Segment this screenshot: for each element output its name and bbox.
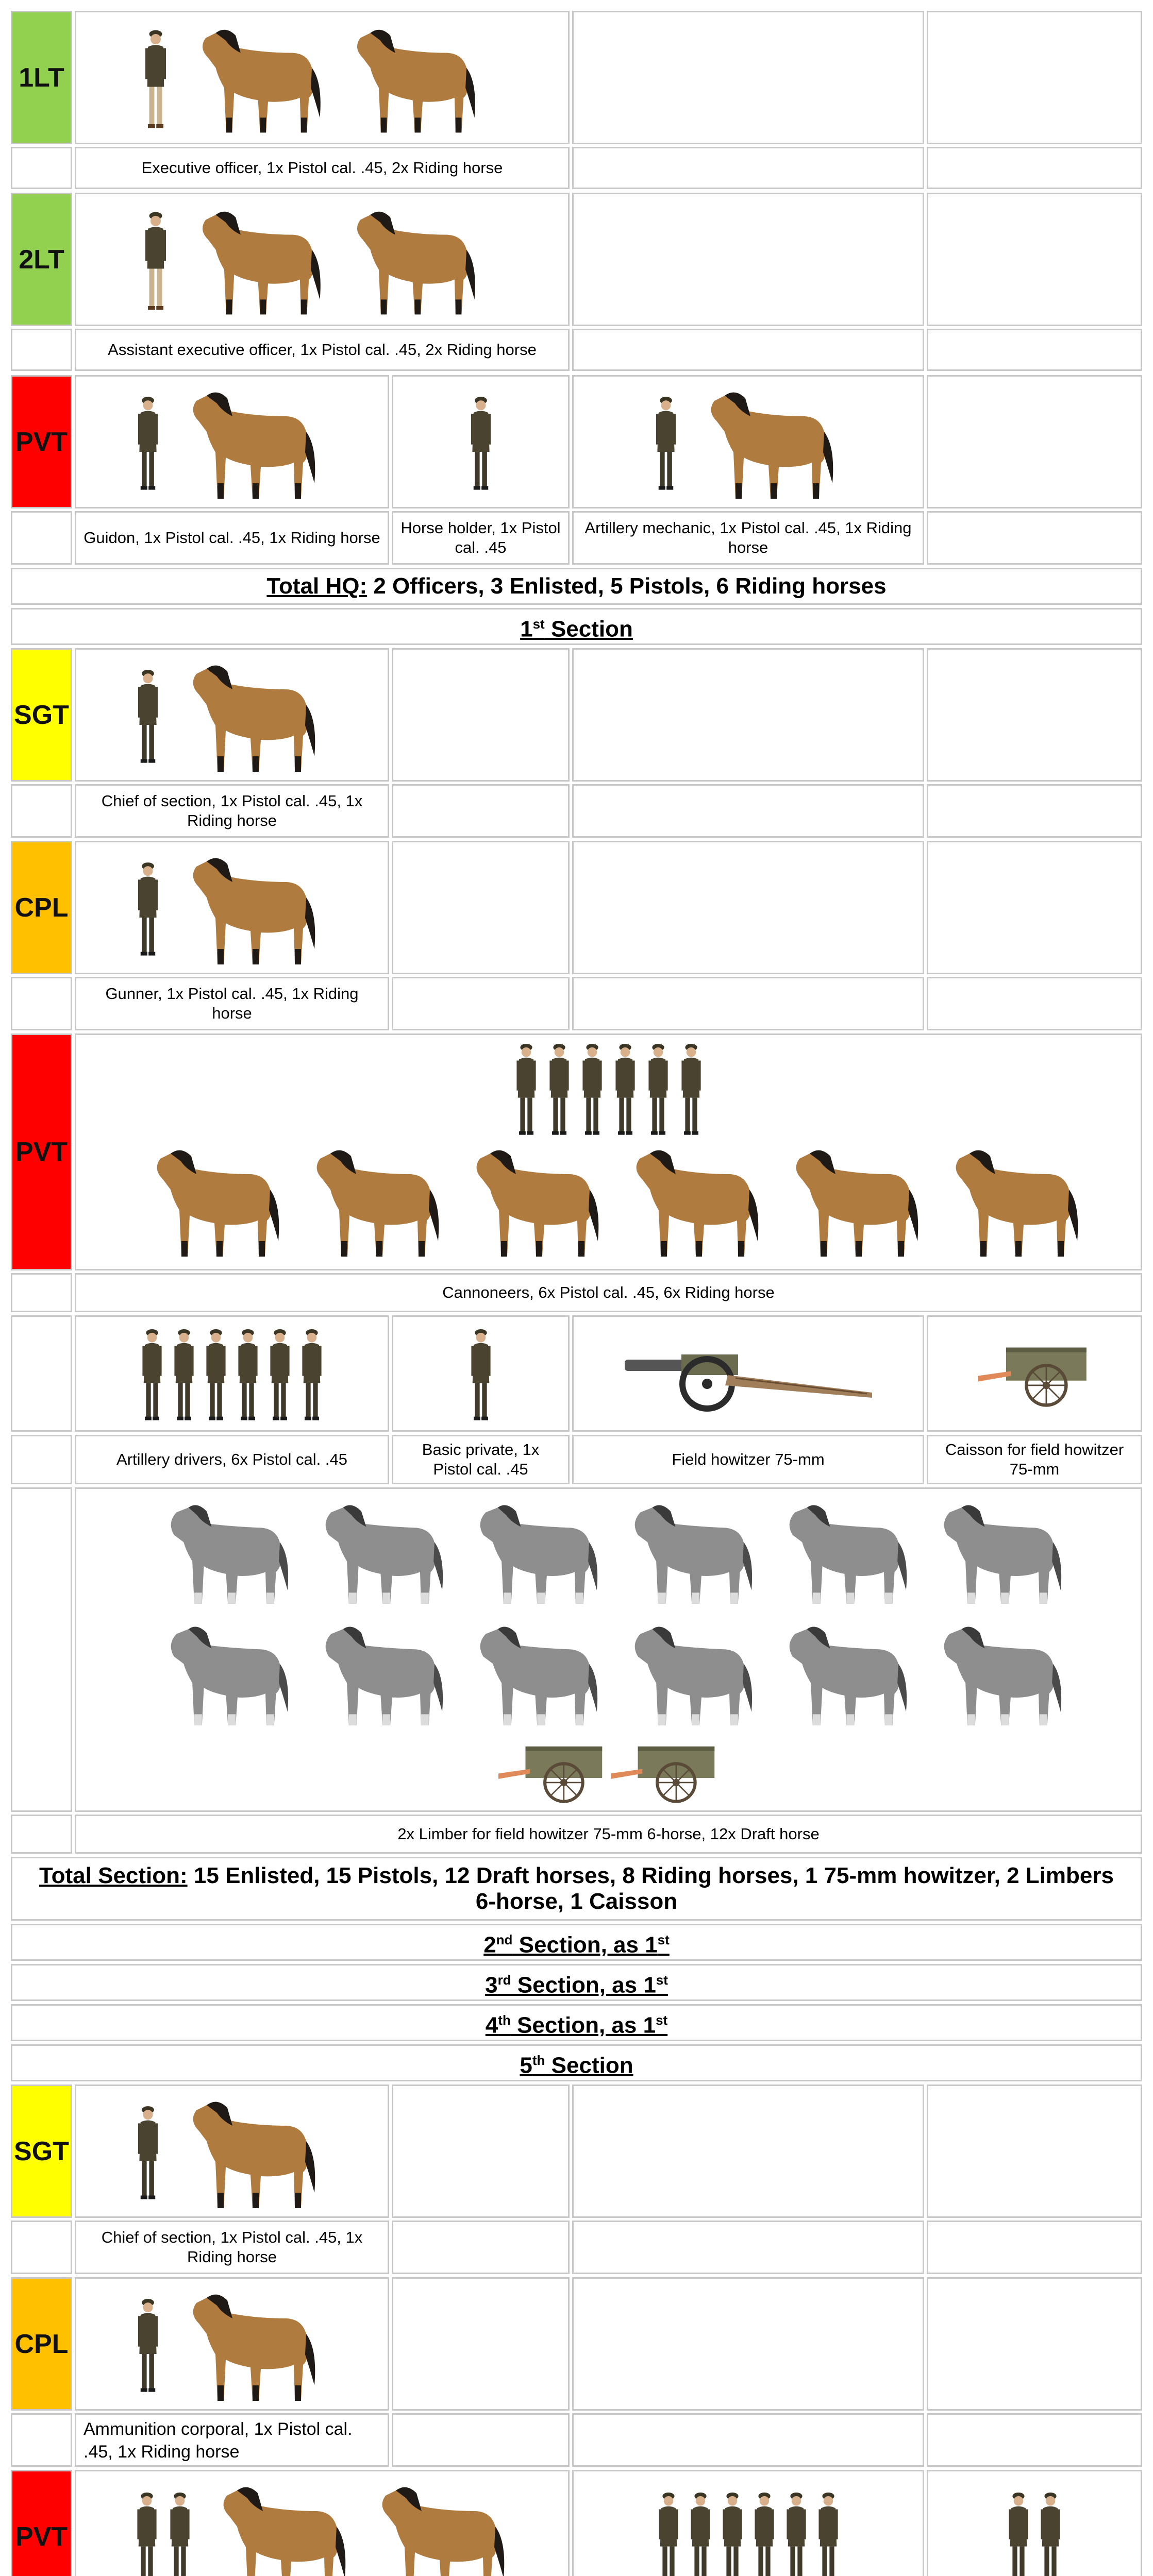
section-word: Section, as 1 <box>510 2012 656 2038</box>
empty-cell <box>927 841 1142 974</box>
rank-label: SGT <box>14 700 69 730</box>
ammunition-corporal-picture <box>75 2277 389 2411</box>
draft-horse-icon <box>150 1616 294 1731</box>
empty-cell <box>11 1273 72 1312</box>
draft-horse-icon <box>768 1494 913 1609</box>
soldier-figure-icon <box>202 1326 230 1421</box>
empty-cell <box>927 2221 1142 2274</box>
total-section-1-row <box>11 1857 1142 1921</box>
caption-text: Gunner, 1x Pistol cal. .45, 1x Riding horse <box>105 985 359 1022</box>
draft-horse-icon <box>614 1494 758 1609</box>
caisson-icon <box>498 1737 607 1805</box>
riding-horse-icon <box>357 2475 512 2576</box>
basic-private-picture <box>392 1315 570 1432</box>
section-number: 4 <box>485 2012 498 2038</box>
cannoneer-horses <box>76 1138 1141 1262</box>
rank-badge-1lt <box>11 11 72 144</box>
executive-officer-picture <box>75 11 570 144</box>
section-ordinal: nd <box>496 1931 513 1947</box>
draft-horse-icon <box>768 1616 913 1731</box>
riding-horse-icon <box>333 18 482 138</box>
section-1-heading <box>11 608 1142 645</box>
rank-badge-pvt <box>11 375 72 509</box>
soldier-figure-icon <box>170 1326 198 1421</box>
riding-horse-icon <box>132 1138 287 1262</box>
soldier-figure-icon <box>133 2103 163 2200</box>
section-number: 5 <box>520 2053 532 2078</box>
caption-text: Cannoneers, 6x Pistol cal. .45, 6x Riding horse <box>442 1283 775 1301</box>
assistant-executive-officer-caption <box>75 329 570 371</box>
caption-text: Ammunition corporal, 1x Pistol cal. .45, 1x Riding horse <box>83 2419 353 2462</box>
soldier-figure-icon <box>750 2489 779 2576</box>
horse-holder-picture <box>392 375 570 509</box>
section-ordinal: th <box>532 2052 545 2068</box>
caisson-icon <box>978 1338 1091 1409</box>
rank-badge-sgt <box>11 2084 72 2218</box>
section-ordinal: st <box>657 1931 670 1947</box>
section-ordinal: rd <box>497 1972 511 1988</box>
executive-officer-caption <box>75 147 570 189</box>
empty-cell <box>392 841 570 974</box>
empty-cell <box>392 2084 570 2218</box>
empty-cell <box>572 2413 924 2467</box>
rank-label: 1LT <box>19 62 64 93</box>
caption-text: Chief of section, 1x Pistol cal. .45, 1x Riding horse <box>101 2228 363 2266</box>
section-4-heading <box>11 2004 1142 2041</box>
officer-figure-icon <box>138 208 173 311</box>
riding-horse-icon <box>178 200 328 319</box>
caption-text: Artillery drivers, 6x Pistol cal. .45 <box>116 1450 347 1468</box>
soldier-figure-icon <box>686 2489 715 2576</box>
rank-badge-cpl <box>11 841 72 974</box>
riding-horse-icon <box>168 653 323 777</box>
rank-label: SGT <box>14 2136 69 2166</box>
artillery-mechanic-picture <box>572 375 924 509</box>
riding-horse-icon <box>452 1138 606 1262</box>
caption-text: Guidon, 1x Pistol cal. .45, 1x Riding horse <box>83 529 380 547</box>
empty-cell <box>11 1815 72 1854</box>
draft-horse-icon <box>459 1616 604 1731</box>
soldier-figure-icon <box>654 2489 683 2576</box>
section-ordinal: th <box>498 2012 511 2028</box>
field-howitzer-caption <box>572 1435 924 1484</box>
empty-cell <box>11 977 72 1030</box>
riding-horse-icon <box>168 2282 323 2406</box>
limbers-caption <box>75 1815 1142 1854</box>
soldier-figure-icon <box>651 393 681 491</box>
soldier-figure-icon <box>718 2489 747 2576</box>
empty-cell <box>927 784 1142 838</box>
artillery-mechanic-caption <box>572 511 924 565</box>
basic-privates-picture <box>927 2470 1142 2576</box>
section-word: Section, as 1 <box>511 1972 656 1998</box>
rank-badge-pvt <box>11 2470 72 2576</box>
chief-of-section-picture <box>75 2084 389 2218</box>
draft-horse-icon <box>150 1494 294 1609</box>
soldier-figure-icon <box>644 1040 673 1136</box>
empty-cell <box>927 2277 1142 2411</box>
rank-label: CPL <box>14 2329 69 2359</box>
soldier-figure-icon <box>545 1040 574 1136</box>
caption-text: Basic private, 1x Pistol cal. .45 <box>422 1440 540 1478</box>
chief-of-section-caption <box>75 2221 389 2274</box>
riding-horse-icon <box>168 2090 323 2213</box>
empty-cell <box>11 1315 72 1432</box>
empty-cell <box>11 1435 72 1484</box>
total-hq-label: Total HQ: <box>266 573 367 599</box>
guidon-caption <box>75 511 389 565</box>
guidon-picture <box>75 375 389 509</box>
section-number: 2 <box>483 1932 496 1958</box>
empty-cell <box>927 147 1142 189</box>
rank-badge-2lt <box>11 193 72 326</box>
section-word: Section, as 1 <box>512 1932 658 1958</box>
draft-horse-row <box>76 1494 1141 1609</box>
draft-horse-icon <box>305 1494 449 1609</box>
chief-of-section-caption <box>75 784 389 838</box>
rank-label: 2LT <box>19 244 64 275</box>
empty-cell <box>11 2221 72 2274</box>
empty-cell <box>572 147 924 189</box>
rank-label: PVT <box>15 1137 68 1167</box>
basic-private-caption <box>392 1435 570 1484</box>
riding-horse-icon <box>292 1138 446 1262</box>
soldier-figure-icon <box>233 1326 262 1421</box>
rank-badge-sgt <box>11 648 72 782</box>
empty-cell <box>927 2084 1142 2218</box>
caption-text: Assistant executive officer, 1x Pistol cal. .45, 2x Riding horse <box>108 341 537 359</box>
riding-horse-icon <box>611 1138 766 1262</box>
empty-cell <box>927 977 1142 1030</box>
riding-horse-icon <box>931 1138 1085 1262</box>
howitzer-icon <box>620 1335 877 1412</box>
draft-horse-icon <box>923 1494 1067 1609</box>
soldier-figure-icon <box>466 1326 495 1421</box>
soldier-figure-icon <box>814 2489 843 2576</box>
empty-cell <box>392 977 570 1030</box>
riding-horse-icon <box>686 380 841 504</box>
empty-cell <box>392 648 570 782</box>
empty-cell <box>572 2084 924 2218</box>
section-2-heading <box>11 1924 1142 1961</box>
section-3-heading <box>11 1964 1142 2001</box>
draft-horse-icon <box>614 1616 758 1731</box>
empty-cell <box>11 329 72 371</box>
section-word: Section <box>545 2053 633 2078</box>
empty-cell <box>927 375 1142 509</box>
soldier-figure-icon <box>782 2489 811 2576</box>
caisson-icon <box>611 1737 719 1805</box>
soldier-figure-icon <box>611 1040 640 1136</box>
riding-horse-icon <box>198 2475 353 2576</box>
soldier-figure-icon <box>133 2295 163 2393</box>
cannoneer-figures <box>76 1040 1141 1136</box>
empty-cell <box>392 2221 570 2274</box>
empty-cell <box>11 2413 72 2467</box>
soldier-figure-icon <box>512 1040 541 1136</box>
empty-cell <box>11 147 72 189</box>
total-hq-text: 2 Officers, 3 Enlisted, 5 Pistols, 6 Riding horses <box>367 573 887 599</box>
soldier-figure-icon <box>1004 2489 1033 2576</box>
soldier-figure-icon <box>297 1326 326 1421</box>
soldier-figure-icon <box>133 859 163 957</box>
riding-horse-icon <box>771 1138 926 1262</box>
empty-cell <box>11 784 72 838</box>
caisson-caption <box>927 1435 1142 1484</box>
chief-of-section-picture <box>75 648 389 782</box>
section-word: Section <box>544 616 633 642</box>
cannoneers-caption <box>75 1273 1142 1312</box>
caption-text: Horse holder, 1x Pistol cal. .45 <box>400 519 561 556</box>
caption-text: Artillery mechanic, 1x Pistol cal. .45, 1x Riding horse <box>584 519 912 556</box>
section-ordinal: st <box>656 1972 668 1988</box>
total-hq-row <box>11 568 1142 605</box>
ammunition-corporal-caption <box>75 2413 389 2467</box>
cannoneers-picture <box>75 2470 570 2576</box>
section-number: 3 <box>485 1972 498 1998</box>
artillery-drivers-picture <box>572 2470 924 2576</box>
draft-horse-icon <box>459 1494 604 1609</box>
soldier-figure-icon <box>132 2489 161 2576</box>
empty-cell <box>572 329 924 371</box>
draft-horse-icon <box>923 1616 1067 1731</box>
artillery-drivers-picture <box>75 1315 389 1432</box>
empty-cell <box>927 648 1142 782</box>
empty-cell <box>572 2277 924 2411</box>
assistant-executive-officer-picture <box>75 193 570 326</box>
section-5-heading <box>11 2044 1142 2081</box>
empty-cell <box>392 2413 570 2467</box>
total-section-text: 15 Enlisted, 15 Pistols, 12 Draft horses, 8 Riding horses, 1 75-mm howitzer, 2 Limbers 6-horse, 1 Caisson <box>187 1863 1114 1914</box>
empty-cell <box>572 11 924 144</box>
draft-horses-limbers-picture <box>75 1487 1142 1812</box>
soldier-figure-icon <box>133 666 163 764</box>
empty-cell <box>927 329 1142 371</box>
section-ordinal: st <box>532 616 545 632</box>
total-section-label: Total Section: <box>39 1863 188 1888</box>
section-ordinal: st <box>656 2012 668 2028</box>
rank-badge-pvt <box>11 1033 72 1270</box>
field-howitzer-picture <box>572 1315 924 1432</box>
riding-horse-icon <box>168 380 323 504</box>
gunner-caption <box>75 977 389 1030</box>
cannoneers-picture <box>75 1033 1142 1270</box>
empty-cell <box>572 2221 924 2274</box>
rank-label: PVT <box>15 2521 68 2552</box>
soldier-figure-icon <box>138 1326 166 1421</box>
section-number: 1 <box>520 616 533 642</box>
riding-horse-icon <box>168 846 323 970</box>
empty-cell <box>572 977 924 1030</box>
empty-cell <box>572 784 924 838</box>
rank-label: CPL <box>14 892 69 923</box>
empty-cell <box>927 2413 1142 2467</box>
caption-text: Chief of section, 1x Pistol cal. .45, 1x Riding horse <box>101 792 363 829</box>
draft-horse-row <box>76 1616 1141 1731</box>
caption-text: Field howitzer 75-mm <box>672 1450 825 1468</box>
empty-cell <box>11 511 72 565</box>
gunner-picture <box>75 841 389 974</box>
limber-row <box>76 1737 1141 1805</box>
soldier-figure-icon <box>1036 2489 1065 2576</box>
soldier-figure-icon <box>466 393 496 491</box>
caption-text: Caisson for field howitzer 75-mm <box>945 1440 1124 1478</box>
empty-cell <box>392 2277 570 2411</box>
empty-cell <box>572 841 924 974</box>
rank-label: PVT <box>15 427 68 457</box>
soldier-figure-icon <box>578 1040 607 1136</box>
empty-cell <box>572 193 924 326</box>
empty-cell <box>572 648 924 782</box>
artillery-drivers-caption <box>75 1435 389 1484</box>
empty-cell <box>927 11 1142 144</box>
rank-badge-cpl <box>11 2277 72 2411</box>
riding-horse-icon <box>178 18 328 138</box>
empty-cell <box>11 1487 72 1812</box>
soldier-figure-icon <box>677 1040 706 1136</box>
draft-horse-icon <box>305 1616 449 1731</box>
soldier-figure-icon <box>133 393 163 491</box>
empty-cell <box>392 784 570 838</box>
riding-horse-icon <box>333 200 482 319</box>
horse-holder-caption <box>392 511 570 565</box>
caption-text: 2x Limber for field howitzer 75-mm 6-horse, 12x Draft horse <box>397 1825 820 1843</box>
caption-text: Executive officer, 1x Pistol cal. .45, 2x Riding horse <box>141 159 503 177</box>
caisson-picture <box>927 1315 1142 1432</box>
empty-cell <box>927 193 1142 326</box>
officer-figure-icon <box>138 26 173 129</box>
empty-cell <box>927 511 1142 565</box>
soldier-figure-icon <box>265 1326 294 1421</box>
soldier-figure-icon <box>165 2489 194 2576</box>
